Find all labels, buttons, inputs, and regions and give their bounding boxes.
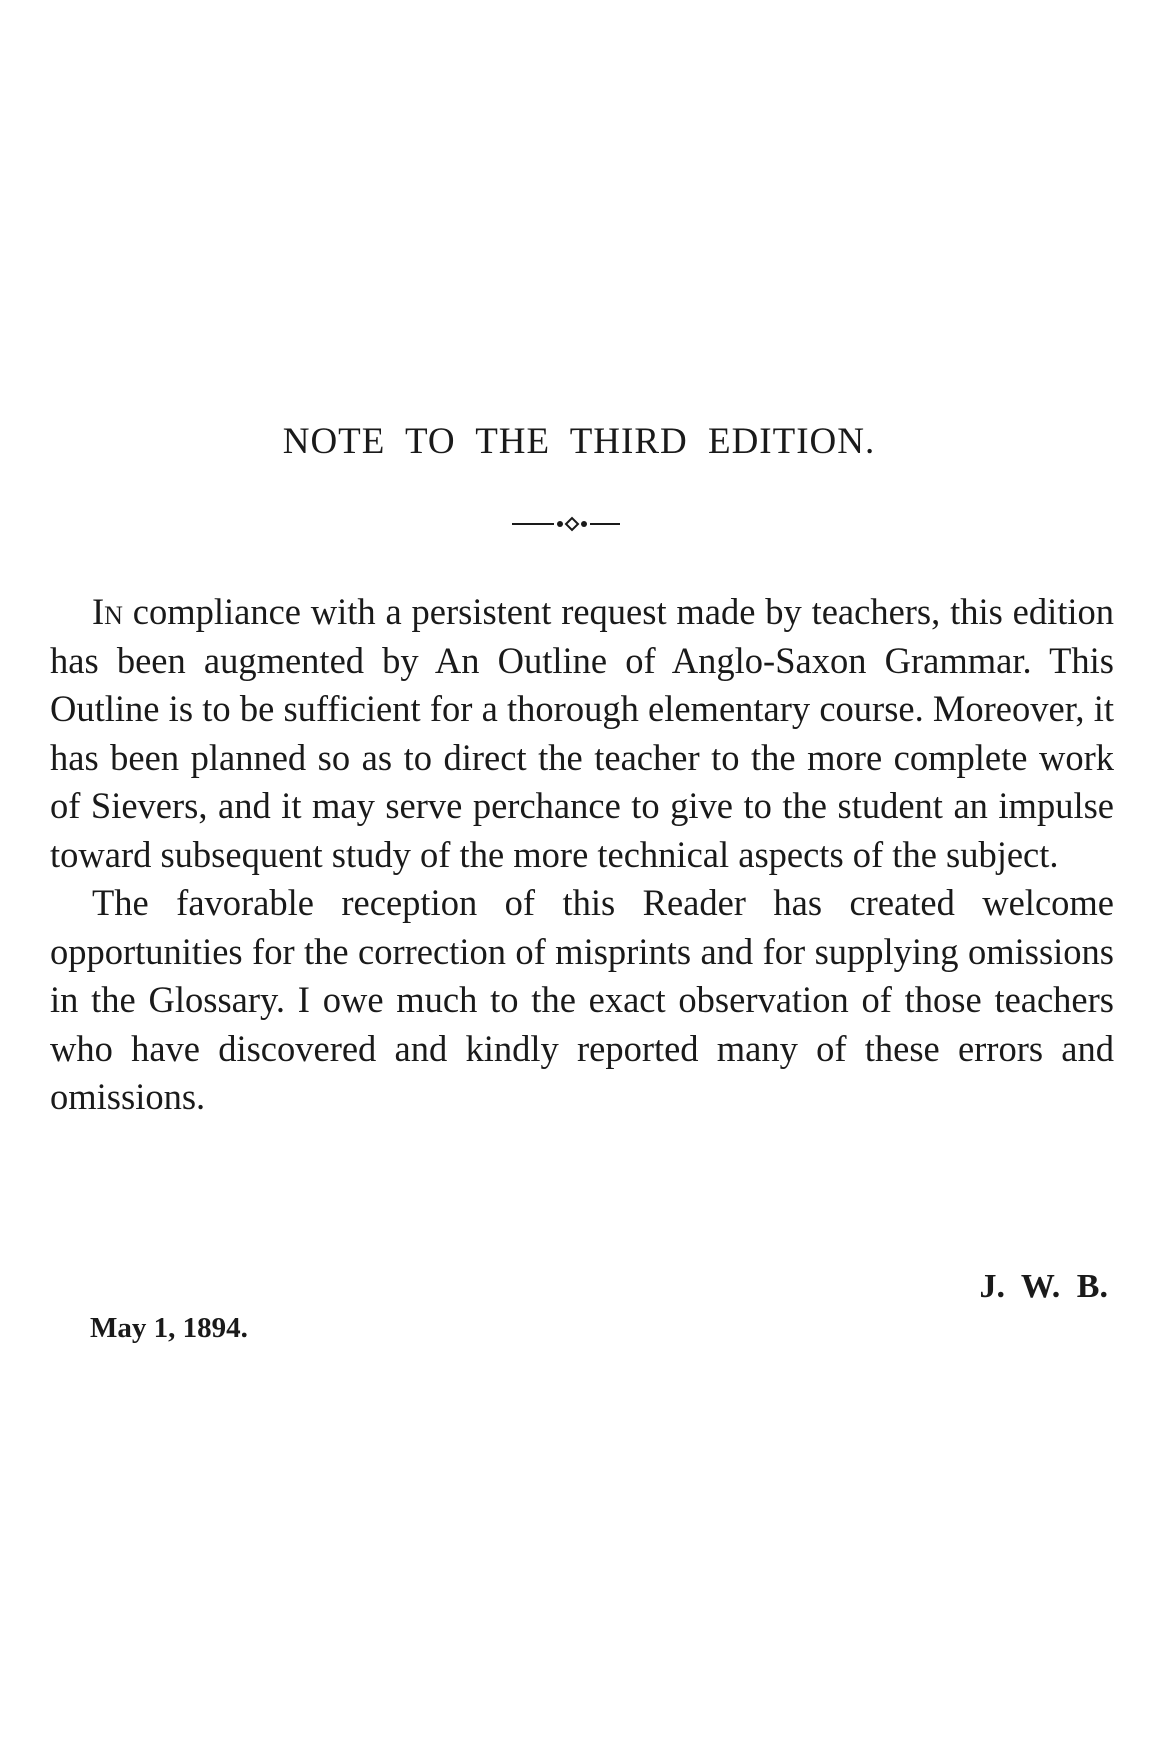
body-text bbox=[50, 588, 1114, 1122]
signature: J. W. B. bbox=[979, 1268, 1108, 1305]
paragraph-1-text: compliance with a persistent request made by teachers, this edition has been augmented by An Outline of Anglo-Saxon Grammar. This Outline is to be sufficient for a thorough elementary course. Moreover, it has been planned so as to direct the teacher to the more complete work of Sievers, and it may serve perchance to give to the student an impulse toward subsequent study of the more technical aspects of the subject. bbox=[50, 591, 1114, 875]
typographic-divider-icon bbox=[510, 514, 622, 534]
paragraph-lead: In bbox=[92, 591, 123, 632]
paragraph-1 bbox=[50, 588, 1114, 879]
page-title: NOTE TO THE THIRD EDITION. bbox=[282, 421, 876, 462]
paragraph-2: The favorable reception of this Reader has created welcome opportunities for the correction of misprints and for supplying omissions in the Glossary. I owe much to the exact observation of those teachers who have discovered and kindly reported many of these errors and omissions. bbox=[50, 882, 1114, 1117]
date-line: May 1, 1894. bbox=[90, 1312, 248, 1344]
